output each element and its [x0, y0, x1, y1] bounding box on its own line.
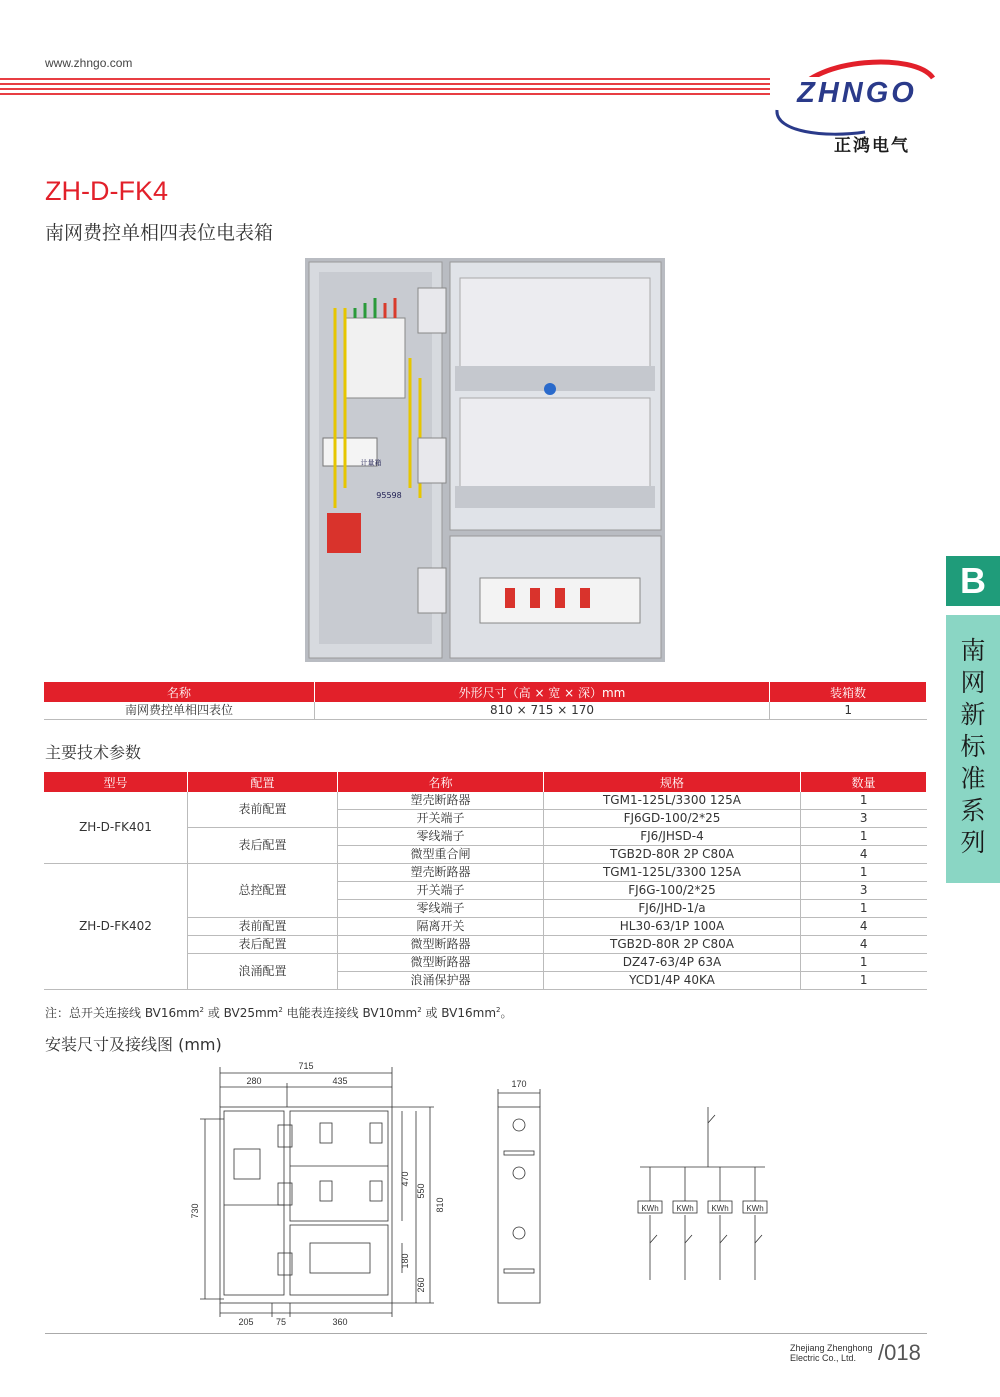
item-name: 开关端子: [338, 882, 544, 900]
meter-label: KWh: [641, 1204, 659, 1213]
tech-header: 数量: [801, 772, 927, 792]
item-qty: 4: [801, 936, 927, 954]
footer-company: Zhejiang Zhenghong Electric Co., Ltd.: [790, 1343, 873, 1363]
config-cell: 表前配置: [188, 918, 338, 936]
item-name: 开关端子: [338, 810, 544, 828]
item-qty: 1: [801, 972, 927, 990]
tech-header: 规格: [544, 772, 801, 792]
item-name: 微型断路器: [338, 954, 544, 972]
item-name: 微型断路器: [338, 936, 544, 954]
item-spec: FJ6GD-100/2*25: [544, 810, 801, 828]
footer-divider: [45, 1333, 927, 1334]
dim-total-width: 715: [298, 1061, 314, 1071]
item-name: 零线端子: [338, 828, 544, 846]
dim-b360: 360: [332, 1317, 348, 1327]
product-name: 南网费控单相四表位电表箱: [45, 222, 274, 244]
spec-header: 外形尺寸（高 × 宽 × 深）mm: [315, 682, 770, 702]
table-row: [44, 792, 927, 810]
product-model-title: ZH-D-FK4: [45, 176, 168, 206]
website-url[interactable]: www.zhngo.com: [45, 56, 133, 70]
model-cell: ZH-D-FK401: [44, 792, 188, 864]
config-cell: 表前配置: [188, 792, 338, 828]
photo-label-1: 计量箱: [360, 459, 382, 467]
item-qty: 1: [801, 828, 927, 846]
spec-cell: 南网费控单相四表位: [44, 702, 315, 720]
item-spec: TGB2D-80R 2P C80A: [544, 846, 801, 864]
item-qty: 1: [801, 792, 927, 810]
item-spec: TGB2D-80R 2P C80A: [544, 936, 801, 954]
meter-label: KWh: [746, 1204, 764, 1213]
item-qty: 4: [801, 846, 927, 864]
dim-h810: 810: [435, 1197, 445, 1213]
item-qty: 3: [801, 882, 927, 900]
dim-left-width: 280: [246, 1076, 262, 1086]
item-name: 微型重合闸: [338, 846, 544, 864]
spec-header: 名称: [44, 682, 315, 702]
logo-subtitle: 正鸿电气: [834, 136, 910, 156]
config-cell: 浪涌配置: [188, 954, 338, 990]
spec-header: 装箱数: [770, 682, 927, 702]
table-row: [44, 864, 927, 882]
config-cell: 表后配置: [188, 828, 338, 864]
item-qty: 1: [801, 954, 927, 972]
dim-h550: 550: [416, 1183, 426, 1199]
meter-label: KWh: [711, 1204, 729, 1213]
dim-h180: 180: [400, 1253, 410, 1269]
header-stripes: [0, 78, 770, 100]
item-spec: TGM1-125L/3300 125A: [544, 792, 801, 810]
item-name: 零线端子: [338, 900, 544, 918]
item-qty: 3: [801, 810, 927, 828]
config-cell: 表后配置: [188, 936, 338, 954]
meter-label: KWh: [676, 1204, 694, 1213]
photo-label-2: 95598: [376, 491, 402, 500]
drawing-title: 安装尺寸及接线图 (mm): [45, 1035, 222, 1054]
logo-wordmark: ZHNGO: [797, 77, 917, 109]
product-photo: [305, 258, 665, 662]
section-tab-letter[interactable]: B: [946, 556, 1000, 606]
item-spec: HL30-63/1P 100A: [544, 918, 801, 936]
dim-depth: 170: [511, 1079, 527, 1089]
item-name: 隔离开关: [338, 918, 544, 936]
dim-right-width: 435: [332, 1076, 348, 1086]
section-tab-label: 南 网 新 标 准 系 列: [946, 615, 1000, 883]
item-name: 塑壳断路器: [338, 864, 544, 882]
item-spec: YCD1/4P 40KA: [544, 972, 801, 990]
install-drawing: [180, 1055, 800, 1335]
item-spec: DZ47-63/4P 63A: [544, 954, 801, 972]
page-number: /018: [878, 1340, 921, 1365]
tech-header: 名称: [338, 772, 544, 792]
spec-table: [44, 682, 927, 720]
config-cell: 总控配置: [188, 864, 338, 918]
table-row: [44, 702, 927, 720]
item-qty: 1: [801, 900, 927, 918]
spec-cell: 810 × 715 × 170: [315, 702, 770, 720]
item-spec: FJ6/JHD-1/a: [544, 900, 801, 918]
dim-h470: 470: [400, 1171, 410, 1187]
item-spec: FJ6/JHSD-4: [544, 828, 801, 846]
item-qty: 1: [801, 864, 927, 882]
dim-b205: 205: [238, 1317, 254, 1327]
tech-section-title: 主要技术参数: [45, 743, 142, 762]
item-name: 塑壳断路器: [338, 792, 544, 810]
item-name: 浪涌保护器: [338, 972, 544, 990]
item-spec: FJ6G-100/2*25: [544, 882, 801, 900]
dim-b75: 75: [275, 1317, 287, 1327]
wiring-note: 注：总开关连接线 $BV16mm^2$ 或 $BV25mm^2$ 电能表连接线 $BV10mm^2$ 或 $BV16mm^2$。: [45, 1006, 513, 1020]
item-qty: 4: [801, 918, 927, 936]
item-spec: TGM1-125L/3300 125A: [544, 864, 801, 882]
tech-table: [44, 772, 927, 990]
dim-left-height: 730: [190, 1203, 200, 1219]
model-cell: ZH-D-FK402: [44, 864, 188, 990]
spec-cell: 1: [770, 702, 927, 720]
tech-header: 型号: [44, 772, 188, 792]
dim-h260: 260: [416, 1277, 426, 1293]
tech-header: 配置: [188, 772, 338, 792]
